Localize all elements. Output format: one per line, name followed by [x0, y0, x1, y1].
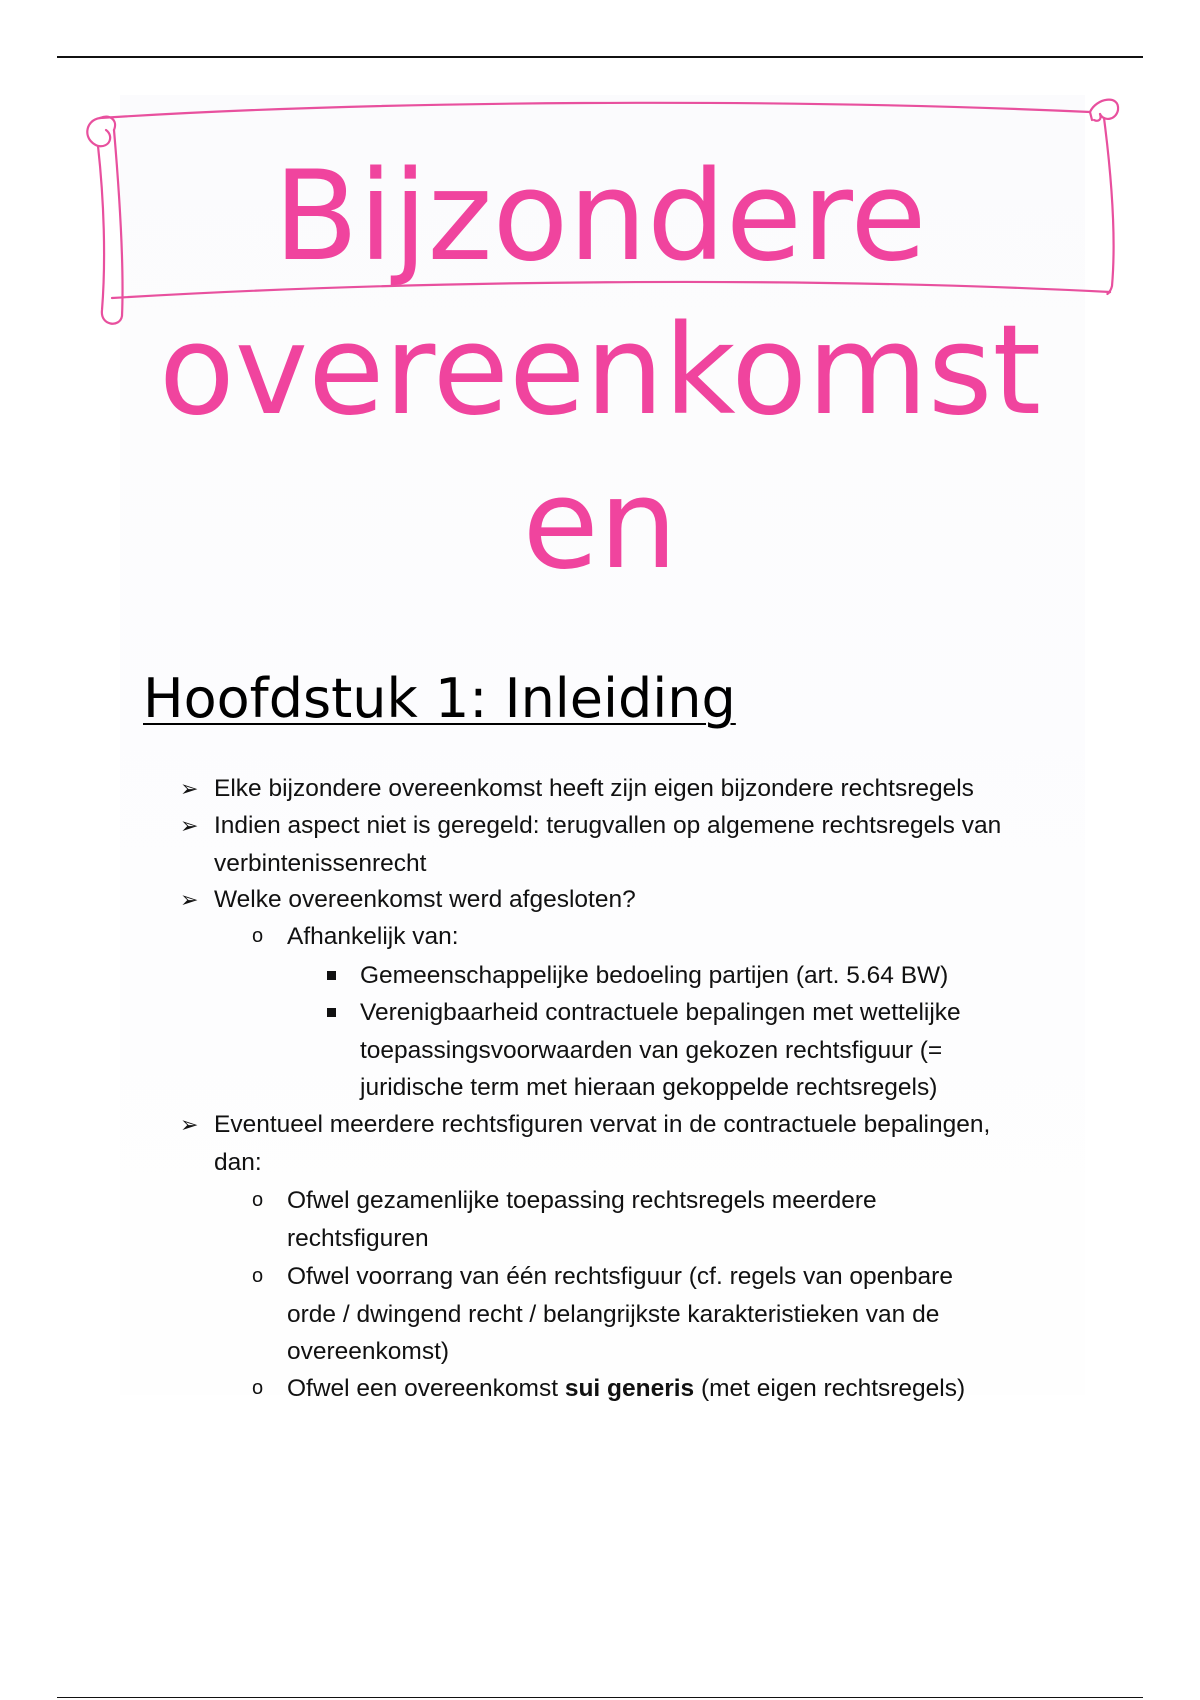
circle-bullet-icon: o: [252, 1189, 264, 1211]
list-item: [180, 770, 1044, 808]
arrow-bullet-icon: ➢: [180, 813, 199, 838]
list-item: [252, 1370, 1027, 1408]
list-item-text: Gemeenschappelijke bedoeling partijen (art. 5.64 BW): [360, 962, 949, 989]
list-item-text: Ofwel een overeenkomst: [287, 1375, 565, 1402]
list-item-text: Elke bijzondere overeenkomst heeft zijn eigen bijzondere rechtsregels: [214, 775, 974, 802]
chapter-heading: Hoofdstuk 1: Inleiding: [143, 667, 736, 730]
list-item: [180, 881, 1044, 919]
list-item-text: rechtsfiguren: [287, 1224, 429, 1252]
list-item-text: overeenkomst): [287, 1338, 450, 1365]
list-item-text: dan:: [214, 1148, 262, 1176]
list-item-text: juridische term met hieraan gekoppelde rechtsregels): [360, 1074, 938, 1101]
list-item: [252, 1182, 1027, 1257]
emphasis-text: sui generis: [564, 1375, 695, 1402]
circle-bullet-icon: o: [252, 925, 264, 947]
document-title: [0, 140, 1200, 602]
list-item-text: Welke overeenkomst werd afgesloten?: [214, 886, 636, 913]
title-line-3: en: [522, 453, 678, 597]
list-item: [252, 1258, 1027, 1371]
footer-rule: [57, 1697, 1143, 1698]
arrow-bullet-icon: ➢: [180, 776, 199, 801]
list-item-text: Indien aspect niet is geregeld: terugvallen op algemene rechtsregels van: [214, 812, 1002, 839]
list-item-text: (met eigen rechtsregels): [694, 1375, 966, 1402]
list-item: [360, 994, 1020, 1107]
list-item: [180, 1106, 1044, 1181]
square-bullet-icon: [327, 1008, 336, 1017]
list-item-text: orde / dwingend recht / belangrijkste karakteristieken van de: [287, 1300, 940, 1328]
arrow-bullet-icon: ➢: [180, 1112, 199, 1137]
title-line-2: overeenkomst: [158, 299, 1042, 443]
list-item-text: toepassingsvoorwaarden van gekozen rechtsfiguur (=: [360, 1036, 943, 1064]
list-item-text: Ofwel voorrang van één rechtsfiguur (cf. regels van openbare: [287, 1263, 953, 1290]
list-item-text: verbintenissenrecht: [214, 849, 427, 877]
circle-bullet-icon: o: [252, 1265, 264, 1287]
square-bullet-icon: [327, 971, 336, 980]
list-item: [360, 957, 1020, 995]
title-line-1: Bijzondere: [273, 145, 927, 289]
circle-bullet-icon: o: [252, 1377, 264, 1399]
list-item: [180, 807, 1044, 882]
list-item: [252, 918, 1027, 956]
list-item-text: Afhankelijk van:: [287, 923, 459, 950]
header-rule: [57, 56, 1143, 58]
list-item-text: Ofwel gezamenlijke toepassing rechtsregels meerdere: [287, 1187, 877, 1214]
list-item-text: Verenigbaarheid contractuele bepalingen met wettelijke: [360, 999, 961, 1026]
arrow-bullet-icon: ➢: [180, 887, 199, 912]
list-item-text: Eventueel meerdere rechtsfiguren vervat in de contractuele bepalingen,: [214, 1111, 991, 1138]
